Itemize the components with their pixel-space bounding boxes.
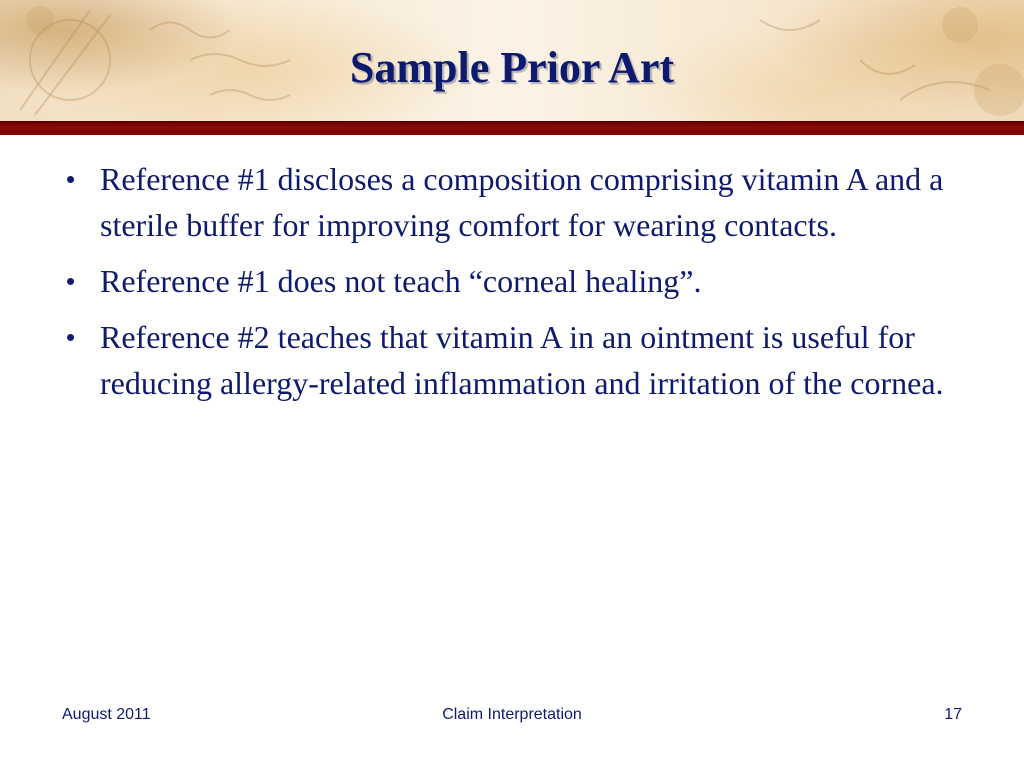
bullet-item — [62, 258, 962, 304]
bullet-item — [62, 156, 962, 248]
bullet-icon: • — [66, 164, 76, 194]
header-banner — [0, 0, 1024, 121]
slide-title: Sample Prior Art — [349, 43, 675, 92]
bullet-text: Reference #2 teaches that vitamin A in an ointment is useful for reducing allergy-related inflammation and irritation of the cornea. — [100, 319, 944, 401]
bullet-icon: • — [66, 266, 76, 296]
bullet-list — [62, 156, 962, 416]
footer-title: Claim Interpretation — [442, 706, 582, 723]
bullet-icon: • — [66, 322, 76, 352]
bullet-text: Reference #1 discloses a composition comprising vitamin A and a sterile buffer for improving comfort for wearing contacts. — [100, 161, 944, 243]
page-number: 17 — [944, 706, 962, 723]
bullet-text: Reference #1 does not teach “corneal healing”. — [100, 263, 702, 299]
title-divider-bar — [0, 121, 1024, 135]
slide-footer — [0, 706, 1024, 730]
bullet-item — [62, 314, 962, 406]
footer-date: August 2011 — [62, 706, 151, 723]
